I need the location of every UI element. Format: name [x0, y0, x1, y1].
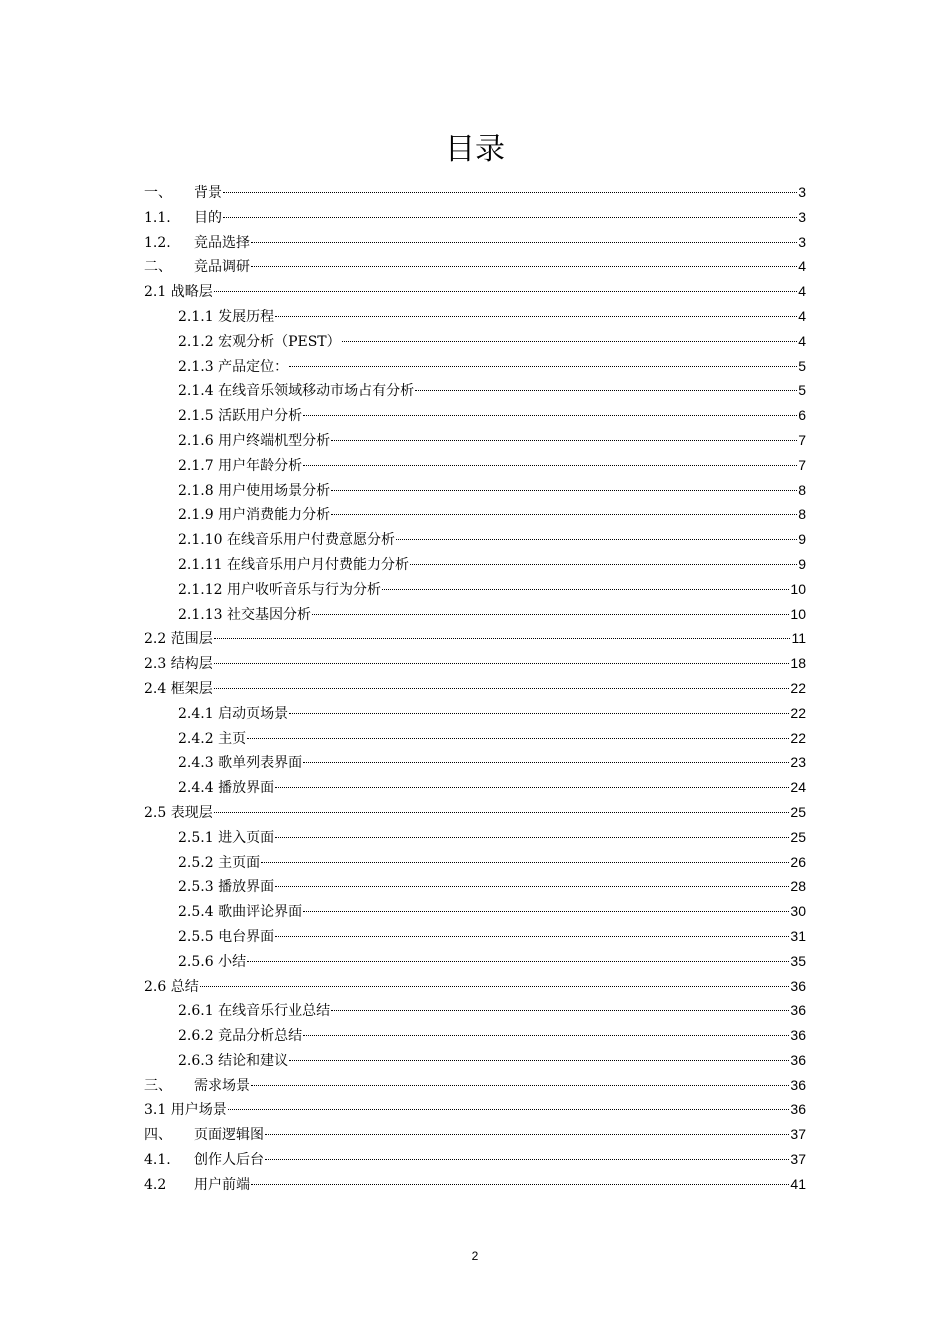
- toc-entry[interactable]: [144, 750, 806, 775]
- toc-entry-label: 2.4.2 主页: [178, 730, 247, 747]
- toc-dot-leader: [247, 738, 789, 739]
- toc-entry[interactable]: [144, 478, 806, 503]
- toc-entry-page: 23: [790, 754, 806, 771]
- toc-entry-page: 31: [790, 927, 806, 944]
- toc-entry-page: 30: [790, 903, 806, 920]
- toc-entry-label: 2.4.1 启动页场景: [178, 705, 289, 722]
- toc-entry-label: 2.6.1 在线音乐行业总结: [178, 1003, 331, 1020]
- toc-entry-label: 2.1.12 用户收听音乐与行为分析: [178, 581, 381, 598]
- toc-entry-label: 2.1.13 社交基因分析: [178, 606, 311, 623]
- toc-entry-number: 4.2: [144, 1176, 167, 1193]
- toc-entry-page: 37: [790, 1126, 806, 1143]
- toc-dot-leader: [214, 638, 791, 639]
- toc-entry-page: 36: [790, 1101, 806, 1118]
- toc-dot-leader: [396, 539, 797, 540]
- toc-entry-label: 2.5.6 小结: [178, 953, 247, 970]
- toc-entry[interactable]: [144, 1073, 806, 1098]
- toc-entry-page: 3: [798, 184, 806, 200]
- toc-entry[interactable]: [144, 701, 806, 726]
- toc-entry-label: 2.1.8 用户使用场景分析: [178, 482, 331, 499]
- toc-entry[interactable]: [144, 626, 806, 651]
- toc-entry[interactable]: [144, 279, 806, 304]
- toc-entry[interactable]: [144, 304, 806, 329]
- toc-entry[interactable]: [144, 354, 806, 379]
- toc-dot-leader: [214, 663, 790, 664]
- toc-entry[interactable]: [144, 974, 806, 999]
- toc-dot-leader: [303, 911, 789, 912]
- toc-entry[interactable]: [144, 899, 806, 924]
- toc-entry-label: 2.1.11 在线音乐用户月付费能力分析: [178, 556, 409, 573]
- toc-entry-page: 5: [798, 382, 806, 399]
- toc-entry-label: 2.1.7 用户年龄分析: [178, 457, 303, 474]
- toc-entry-label: 2.5.1 进入页面: [178, 829, 275, 846]
- toc-dot-leader: [228, 1109, 790, 1110]
- toc-entry-page: 41: [790, 1175, 806, 1192]
- toc-dot-leader: [251, 1085, 789, 1086]
- toc-entry[interactable]: [144, 726, 806, 751]
- toc-entry-label: 2.6.3 结论和建议: [178, 1052, 289, 1069]
- toc-dot-leader: [331, 490, 797, 491]
- toc-entry-number: 四、: [144, 1127, 172, 1144]
- toc-entry[interactable]: [144, 850, 806, 875]
- toc-entry-label: 2.4.4 播放界面: [178, 780, 275, 797]
- toc-dot-leader: [331, 1010, 789, 1011]
- toc-entry-label: 2.5.2 主页面: [178, 854, 261, 871]
- toc-dot-leader: [214, 291, 797, 292]
- toc-title: 目录: [445, 132, 505, 167]
- toc-entry-label: 目的: [194, 209, 222, 226]
- toc-entry[interactable]: [144, 949, 806, 974]
- toc-dot-leader: [303, 415, 797, 416]
- toc-entry-page: 8: [798, 506, 806, 523]
- toc-entry-page: 22: [790, 729, 806, 746]
- toc-entry[interactable]: [144, 1023, 806, 1048]
- toc-entry-page: 28: [790, 878, 806, 895]
- toc-dot-leader: [223, 192, 797, 193]
- toc-dot-leader: [251, 242, 797, 243]
- toc-dot-leader: [275, 886, 789, 887]
- toc-entry[interactable]: [144, 428, 806, 453]
- toc-dot-leader: [303, 465, 797, 466]
- toc-entry[interactable]: [144, 1122, 806, 1147]
- toc-dot-leader: [331, 440, 797, 441]
- toc-entry-number: 1.1.: [144, 209, 171, 226]
- toc-entry[interactable]: [144, 775, 806, 800]
- toc-entry[interactable]: [144, 602, 806, 627]
- toc-entry-page: 11: [791, 630, 806, 647]
- toc-dot-leader: [265, 1159, 789, 1160]
- toc-entry[interactable]: [144, 527, 806, 552]
- page-number: 2: [471, 1249, 479, 1263]
- toc-entry-page: 7: [798, 456, 806, 473]
- toc-entry[interactable]: [144, 874, 806, 899]
- toc-entry-label: 2.3 结构层: [144, 656, 213, 673]
- toc-entry-page: 22: [790, 704, 806, 721]
- toc-entry-label: 2.5 表现层: [144, 804, 213, 821]
- toc-dot-leader: [410, 564, 797, 565]
- toc-entry-label: 2.1 战略层: [144, 284, 213, 301]
- toc-entry-label: 2.1.10 在线音乐用户付费意愿分析: [178, 532, 395, 549]
- toc-dot-leader: [247, 961, 789, 962]
- toc-dot-leader: [214, 688, 790, 689]
- toc-entry-page: 35: [790, 952, 806, 969]
- toc-entry-page: 9: [798, 531, 806, 548]
- toc-entry-label: 2.5.5 电台界面: [178, 928, 275, 945]
- toc-entry-page: 3: [798, 233, 806, 250]
- toc-entry[interactable]: [144, 998, 806, 1023]
- toc-dot-leader: [275, 936, 789, 937]
- toc-entry[interactable]: [144, 1097, 806, 1122]
- toc-entry-page: 36: [790, 1002, 806, 1019]
- toc-entry-page: 3: [798, 208, 806, 225]
- toc-entry-label: 2.6.2 竞品分析总结: [178, 1028, 303, 1045]
- toc-dot-leader: [289, 366, 797, 367]
- toc-entry-label: 2.1.3 产品定位：: [178, 358, 289, 375]
- toc-entry-number: 三、: [144, 1077, 172, 1094]
- toc-entry[interactable]: [144, 1048, 806, 1073]
- toc-entry-page: 4: [798, 332, 806, 349]
- toc-entry-label: 用户前端: [194, 1176, 250, 1193]
- toc-entry-label: 页面逻辑图: [194, 1127, 264, 1144]
- toc-entry-page: 10: [790, 580, 806, 597]
- toc-dot-leader: [251, 266, 797, 267]
- toc-entry-page: 18: [790, 655, 806, 672]
- toc-dot-leader: [275, 837, 789, 838]
- toc-entry-label: 竞品选择: [194, 234, 250, 251]
- toc-entry-page: 5: [798, 357, 806, 374]
- toc-entry[interactable]: [144, 403, 806, 428]
- toc-entry-label: 2.5.3 播放界面: [178, 879, 275, 896]
- toc-dot-leader: [312, 614, 789, 615]
- toc-entry[interactable]: [144, 924, 806, 949]
- toc-entry-label: 2.1.1 发展历程: [178, 308, 275, 325]
- toc-entry-page: 36: [790, 1076, 806, 1093]
- toc-dot-leader: [275, 787, 789, 788]
- toc-entry-page: 4: [798, 258, 806, 275]
- toc-entry[interactable]: [144, 329, 806, 354]
- toc-entry-page: 25: [790, 803, 806, 820]
- toc-entry-page: 6: [798, 407, 806, 424]
- toc-entry-page: 7: [798, 431, 806, 448]
- toc-dot-leader: [382, 589, 789, 590]
- toc-entry-label: 2.1.2 宏观分析（PEST）: [178, 333, 341, 350]
- toc-entry[interactable]: [144, 1147, 806, 1172]
- toc-entry[interactable]: [144, 1172, 806, 1197]
- toc-dot-leader: [331, 514, 797, 515]
- toc-entry-page: 37: [790, 1151, 806, 1168]
- toc-entry-page: 9: [798, 555, 806, 572]
- toc-entry-label: 2.1.6 用户终端机型分析: [178, 432, 331, 449]
- toc-entry-label: 2.1.9 用户消费能力分析: [178, 507, 331, 524]
- toc-entry[interactable]: [144, 552, 806, 577]
- toc-entry-page: 36: [790, 1051, 806, 1068]
- toc-entry-label: 2.5.4 歌曲评论界面: [178, 904, 303, 921]
- toc-entry[interactable]: [144, 676, 806, 701]
- toc-entry-label: 需求场景: [194, 1077, 250, 1094]
- toc-entry[interactable]: [144, 577, 806, 602]
- toc-entry-label: 2.6 总结: [144, 978, 199, 995]
- toc-dot-leader: [265, 1134, 789, 1135]
- toc-dot-leader: [415, 390, 797, 391]
- toc-entry-label: 竞品调研: [194, 259, 250, 276]
- toc-entry[interactable]: [144, 502, 806, 527]
- toc-entry-label: 2.4 框架层: [144, 680, 213, 697]
- toc-entry-page: 8: [798, 481, 806, 498]
- toc-dot-leader: [275, 316, 797, 317]
- toc-dot-leader: [303, 1035, 789, 1036]
- toc-entry[interactable]: [144, 254, 806, 279]
- toc-entry-label: 创作人后台: [194, 1152, 264, 1169]
- toc-entry-label: 2.1.5 活跃用户分析: [178, 408, 303, 425]
- toc-entry-number: 4.1.: [144, 1152, 171, 1169]
- toc-entry-label: 2.2 范围层: [144, 631, 213, 648]
- toc-entry-page: 4: [798, 283, 806, 300]
- toc-entry-page: 10: [790, 605, 806, 622]
- toc-entry[interactable]: [144, 825, 806, 850]
- toc-entry-page: 4: [798, 307, 806, 324]
- toc-entry[interactable]: [144, 230, 806, 255]
- toc-dot-leader: [200, 986, 790, 987]
- toc-entry[interactable]: [144, 800, 806, 825]
- toc-dot-leader: [289, 1060, 789, 1061]
- toc-entry[interactable]: [144, 378, 806, 403]
- toc-entry-page: 25: [790, 828, 806, 845]
- toc-entry[interactable]: [144, 651, 806, 676]
- toc-dot-leader: [261, 862, 789, 863]
- toc-dot-leader: [214, 812, 790, 813]
- toc-entry-label: 3.1 用户场景: [144, 1102, 227, 1119]
- toc-entry-page: 26: [790, 853, 806, 870]
- toc-dot-leader: [223, 217, 797, 218]
- toc-entry-label: 背景: [194, 185, 222, 201]
- toc-entry-label: 2.1.4 在线音乐领域移动市场占有分析: [178, 383, 415, 400]
- toc-entry-number: 二、: [144, 259, 172, 276]
- toc-entry-label: 2.4.3 歌单列表界面: [178, 755, 303, 772]
- toc-dot-leader: [251, 1184, 789, 1185]
- toc-entry-page: 22: [790, 679, 806, 696]
- toc-entry[interactable]: [144, 453, 806, 478]
- toc-entry[interactable]: [144, 180, 806, 205]
- toc-entry-page: 36: [790, 1027, 806, 1044]
- toc-entry[interactable]: [144, 205, 806, 230]
- toc-entry-number: 一、: [144, 185, 172, 201]
- table-of-contents: [144, 180, 806, 1197]
- toc-entry-number: 1.2.: [144, 234, 171, 251]
- toc-entry-page: 36: [790, 977, 806, 994]
- toc-dot-leader: [303, 762, 789, 763]
- toc-dot-leader: [342, 341, 798, 342]
- toc-dot-leader: [289, 713, 789, 714]
- toc-entry-page: 24: [790, 779, 806, 796]
